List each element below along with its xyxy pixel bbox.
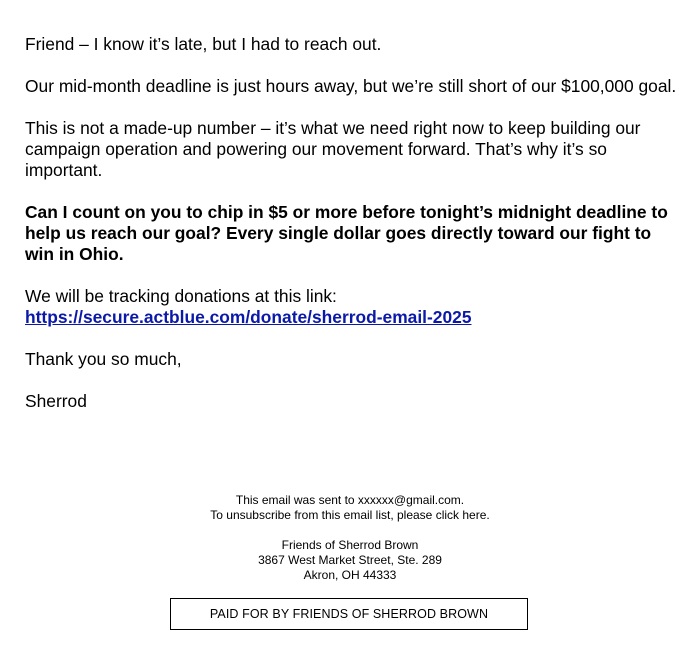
deadline-paragraph: Our mid-month deadline is just hours away, but we’re still short of our $100,000 goal. [25, 76, 677, 96]
importance-paragraph: This is not a made-up number – it’s what we need right now to keep building our campaign operation and powering our movement forward. That’s why it’s so important. [25, 118, 641, 180]
tracking-paragraph [25, 286, 680, 328]
address-line-1: 3867 West Market Street, Ste. 289 [258, 553, 442, 567]
footer-notice [0, 493, 700, 523]
footer-address [0, 538, 700, 583]
org-name: Friends of Sherrod Brown [281, 538, 419, 552]
greeting-paragraph: Friend – I know it’s late, but I had to reach out. [25, 34, 382, 54]
paid-for-box: PAID FOR BY FRIENDS OF SHERROD BROWN [170, 598, 528, 630]
ask-paragraph: Can I count on you to chip in $5 or more before tonight’s midnight deadline to help us reach our goal? Every single dollar goes directly toward our fight to win in Ohio. [25, 202, 668, 264]
unsubscribe-link[interactable]: To unsubscribe from this email list, please click here. [210, 508, 490, 522]
email-body [25, 34, 680, 433]
address-line-2: Akron, OH 44333 [303, 568, 397, 582]
email-footer [0, 493, 700, 598]
sent-to-text: This email was sent to xxxxxx@gmail.com. [235, 493, 465, 507]
signature: Sherrod [25, 391, 87, 411]
tracking-text: We will be tracking donations at this link: [25, 286, 337, 306]
thanks-paragraph: Thank you so much, [25, 349, 182, 369]
donate-link[interactable]: https://secure.actblue.com/donate/sherrod-email-2025 [25, 307, 472, 327]
